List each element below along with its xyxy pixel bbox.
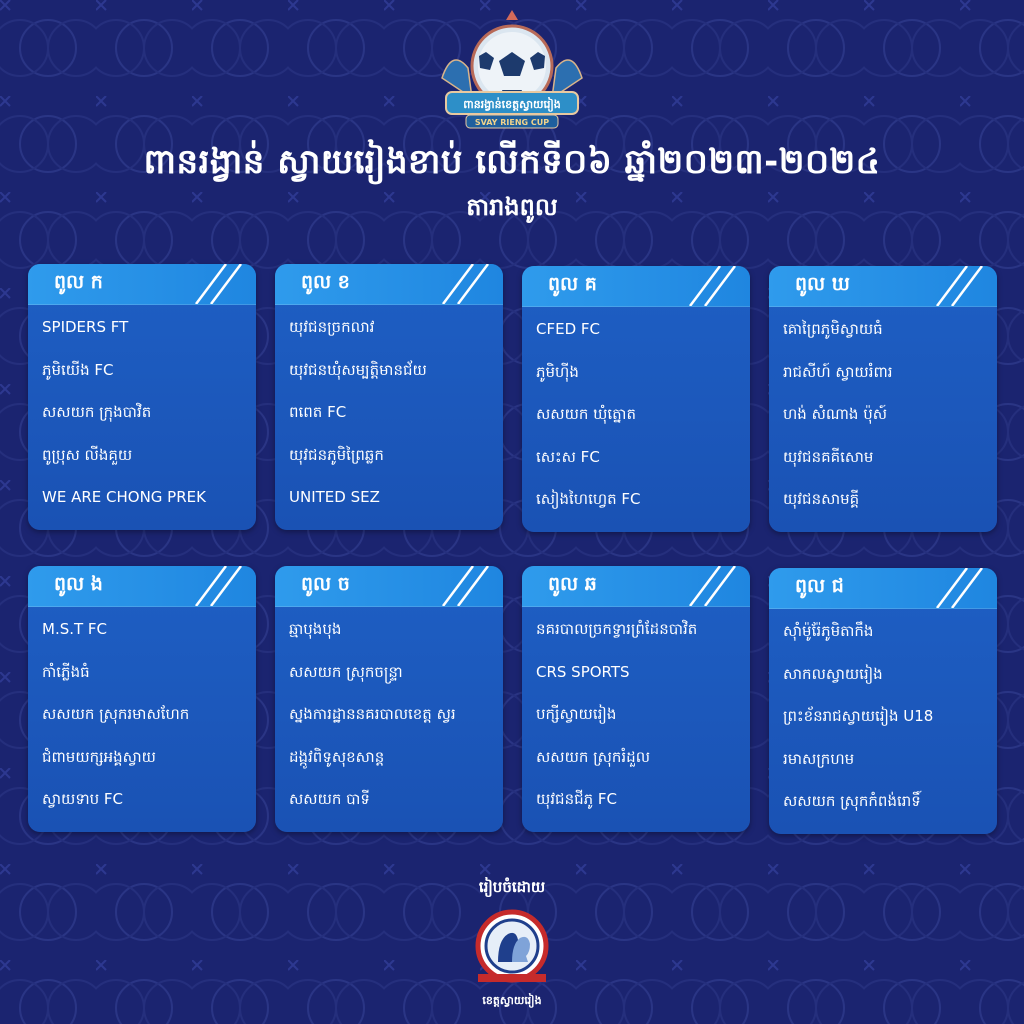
organizer-logo-text: ខេត្តស្វាយរៀង [482,994,542,1007]
team-list [536,318,641,531]
team-name: ព្រះខ័នរាជស្វាយរៀង U18 [783,707,934,725]
provincial-department-logo-icon [472,904,552,1014]
team-name: សាកលស្វាយរៀង [783,664,883,683]
team-name: ស៊ាំម៉ូរ៉ែភូមិតាកឹង [783,622,874,640]
team-name: សសយក ស្រុករំដួល [536,747,650,766]
team-name: WE ARE CHONG PREK [42,488,206,506]
team-list [783,620,933,833]
group-card-header [769,266,997,307]
team-name: ហង់ សំណាង ប៉ុស៍ [783,405,888,423]
team-name: ពូប្រុស លីងគួយ [42,445,133,464]
team-name: សសយក ស្រុកចន្ទ្រា [289,662,403,681]
team-name: រមាសក្រហម [783,749,855,768]
team-name: យុវជនភូមិព្រៃឆ្លក [289,445,384,464]
group-card-header [28,566,256,607]
team-name: សៀងហៃហ្វេត FC [536,490,641,508]
team-name: ជំពាមយក្សអង្គស្វាយ [42,747,156,766]
team-name: នគរបាលច្រកទ្វារព្រំដែនបាវិត [536,620,698,638]
header-stripes-icon [897,266,987,306]
team-name: យុវជនគគីសោម [783,447,874,466]
header-stripes-icon [650,266,740,306]
team-name: សសយក ស្រុកកំពង់រោទិ៍ [783,792,921,810]
team-name: បក្សីស្វាយរៀង [536,705,617,723]
team-name: CFED FC [536,320,600,338]
group-title: ពូល គ [548,273,597,295]
group-card-a [28,264,256,530]
page-subtitle: តារាងពូល [466,193,558,221]
group-card-c [522,266,750,532]
organizer-label: រៀបចំដោយ [478,878,546,896]
team-name: សសយក ស្រុករមាសហែក [42,705,190,723]
team-name: ដង្កូវពិទូសុខសាន្ត [289,747,385,766]
team-name: សសយក ក្រុងបាវិត [42,403,152,421]
team-name: ស្វាយទាប FC [42,790,123,808]
team-list [289,316,427,529]
page-title: ពានរង្វាន់ ស្វាយរៀងខាប់ លើកទី០៦ ឆ្នាំ២០២៣-២០២៤ [143,142,881,182]
group-card-h [769,568,997,834]
group-title: ពូល ង [54,573,103,595]
group-card-e [28,566,256,832]
tournament-football-logo-icon [432,8,592,133]
group-title: ពូល ជ [795,575,844,597]
header-stripes-icon [650,566,740,606]
team-list [289,618,456,831]
group-card-b [275,264,503,530]
logo-subtext: SVAY RIENG CUP [474,118,550,127]
header-stripes-icon [897,568,987,608]
header-stripes-icon [156,264,246,304]
group-card-header [769,568,997,609]
team-name: UNITED SEZ [289,488,380,506]
group-title: ពូល ឆ [548,573,597,595]
group-card-f [275,566,503,832]
header-stripes-icon [403,264,493,304]
group-card-header [522,266,750,307]
team-name: យុវជនច្រកលាវ [289,318,375,336]
group-card-g [522,566,750,832]
group-card-header [275,264,503,305]
group-card-header [522,566,750,607]
team-list [536,618,697,831]
group-title: ពូល ខ [301,271,350,293]
team-name: រាជសីហ៍ ស្វាយរំពារ [783,362,893,381]
group-card-header [275,566,503,607]
group-card-d [769,266,997,532]
team-name: សសយក ឃុំត្នោត [536,405,636,423]
team-name: ស្នងការដ្ឋាននគរបាលខេត្ត ស្វរ [289,705,456,723]
team-name: កាំភ្លើងធំ [42,662,90,681]
team-name: សសយក បាទី [289,790,370,808]
team-list [783,318,893,531]
header-stripes-icon [403,566,493,606]
group-title: ពូល ច [301,573,350,595]
logo-text: ពានរង្វាន់ខេត្តស្វាយរៀង [463,98,561,111]
team-name: M.S.T FC [42,620,108,638]
team-list [42,618,189,831]
group-title: ពូល ក [54,271,103,293]
team-name: ពពេត FC [289,403,347,421]
team-name: CRS SPORTS [536,662,630,681]
header-stripes-icon [156,566,246,606]
team-name: SPIDERS FT [42,318,129,336]
team-name: យុវជនឃុំសម្បត្តិមានជ័យ [289,360,427,379]
team-list [42,316,206,529]
team-name: ភូមិយើង FC [42,360,114,379]
group-card-header [28,264,256,305]
team-name: ភូមិហ៊ីង [536,362,579,381]
group-title: ពូល ឃ [795,273,850,295]
team-name: ឆ្មាបុងបុង [289,620,342,638]
team-name: យុវជនជីភូ FC [536,790,617,808]
team-name: សេះស FC [536,447,600,466]
team-name: គោព្រៃភូមិស្វាយធំ [783,320,883,338]
team-name: យុវជនសាមគ្គី [783,490,860,508]
